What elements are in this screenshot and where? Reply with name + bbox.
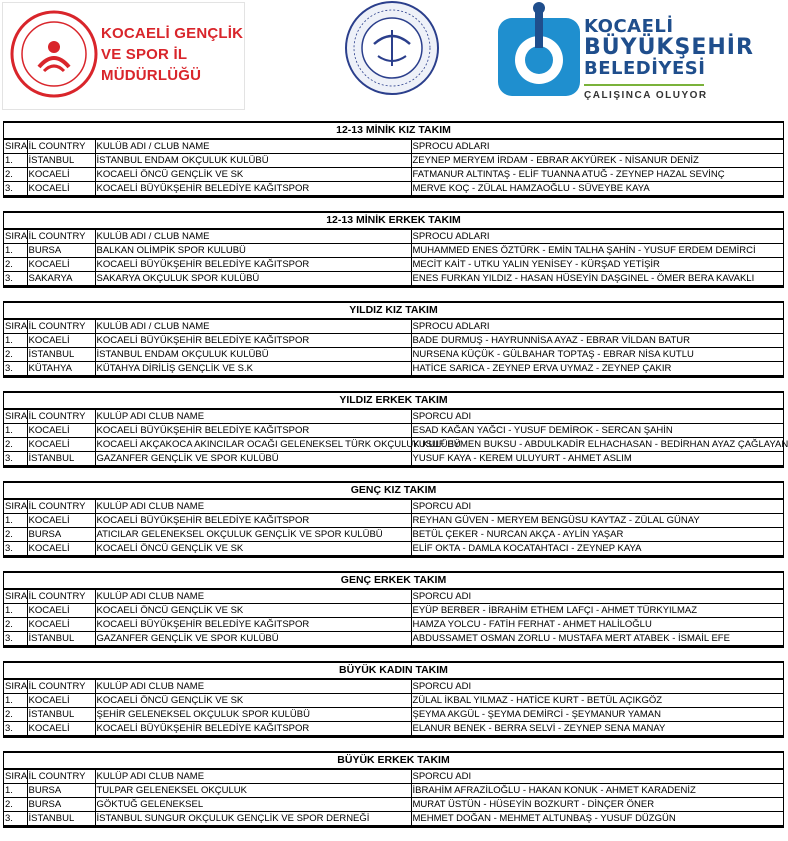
table-header-row (4, 770, 783, 784)
club-cell: KÜTAHYA DİRİLİŞ GENÇLİK VE S.K (95, 362, 411, 376)
table-row (4, 168, 783, 182)
gsim-logo-text (101, 23, 243, 86)
result-section (3, 121, 784, 198)
athletes-cell: FATMANUR ALTINTAŞ - ELİF TUANNA ATUĞ - ZEYNEP HAZAL SEVİNÇ (411, 168, 783, 182)
table-row (4, 798, 783, 812)
rank-cell: 3. (4, 632, 27, 646)
athletes-cell: MURAT ÜSTÜN - HÜSEYİN BOZKURT - DİNÇER ÖNER (411, 798, 783, 812)
city-cell: KOCAELİ (27, 604, 95, 618)
column-header: İL COUNTRY (27, 320, 95, 334)
column-header: KULÜP ADI CLUB NAME (95, 680, 411, 694)
city-cell: İSTANBUL (27, 812, 95, 826)
city-cell: BURSA (27, 244, 95, 258)
table-row (4, 694, 783, 708)
city-cell: İSTANBUL (27, 452, 95, 466)
column-header: SPROCU ADLARI (411, 140, 783, 154)
city-cell: KOCAELİ (27, 182, 95, 196)
city-cell: KOCAELİ (27, 722, 95, 736)
kbb-line-1: KOCAELİ (584, 16, 674, 37)
city-cell: KOCAELİ (27, 514, 95, 528)
club-cell: KOCAELİ BÜYÜKŞEHİR BELEDİYE KAĞITSPOR (95, 258, 411, 272)
column-header: SIRA (5, 771, 28, 782)
club-cell: ATICILAR GELENEKSEL OKÇULUK GENÇLİK VE SPOR KULÜBÜ (95, 528, 411, 542)
section-title: BÜYÜK ERKEK TAKIM (4, 753, 783, 769)
city-cell: İSTANBUL (27, 348, 95, 362)
column-header: SPORCU ADI (411, 410, 783, 424)
rank-cell: 2. (4, 528, 27, 542)
column-header: İL COUNTRY (27, 680, 95, 694)
column-header: SIRA (5, 141, 28, 152)
rank-cell: 2. (4, 168, 27, 182)
result-section (3, 301, 784, 378)
club-cell: KOCAELİ ÖNCÜ GENÇLİK VE SK (95, 604, 411, 618)
city-cell: KOCAELİ (27, 258, 95, 272)
athletes-cell: HATİCE SARICA - ZEYNEP ERVA UYMAZ - ZEYNEP ÇAKIR (411, 362, 783, 376)
club-cell: KOCAELİ ÖNCÜ GENÇLİK VE SK (95, 694, 411, 708)
rank-cell: 1. (4, 604, 27, 618)
section-title: 12-13 MİNİK ERKEK TAKIM (4, 213, 783, 229)
rank-cell: 3. (4, 362, 27, 376)
column-header: KULÜB ADI / CLUB NAME (95, 140, 411, 154)
rank-cell: 2. (4, 438, 27, 452)
result-section (3, 211, 784, 288)
athletes-cell: MECİT KAİT - UTKU YALIN YENİSEY - KÜRŞAD YETİŞİR (411, 258, 783, 272)
table-row (4, 812, 783, 826)
kbb-slogan-rule (584, 84, 704, 86)
city-cell: İSTANBUL (27, 708, 95, 722)
kbb-emblem-icon (498, 0, 580, 110)
table-header-row (4, 230, 783, 244)
column-header: KULÜP ADI CLUB NAME (95, 770, 411, 784)
city-cell: BURSA (27, 784, 95, 798)
athletes-cell: ABDUSSAMET OSMAN ZORLU - MUSTAFA MERT ATABEK - İSMAİL EFE (411, 632, 783, 646)
rank-cell: 2. (4, 258, 27, 272)
athletes-cell: ELANUR BENEK - BERRA SELVİ - ZEYNEP SENA MANAY (411, 722, 783, 736)
city-cell: KOCAELİ (27, 618, 95, 632)
result-section (3, 571, 784, 648)
results-table (4, 769, 783, 826)
club-cell: ŞEHİR GELENEKSEL OKÇULUK SPOR KULÜBÜ (95, 708, 411, 722)
rank-cell: 2. (4, 348, 27, 362)
club-cell: KOCAELİ BÜYÜKŞEHİR BELEDİYE KAĞITSPOR (95, 722, 411, 736)
column-header: SIRA (5, 231, 28, 242)
column-header: İL COUNTRY (27, 590, 95, 604)
city-cell: KÜTAHYA (27, 362, 95, 376)
column-header: KULÜP ADI CLUB NAME (95, 590, 411, 604)
city-cell: KOCAELİ (27, 168, 95, 182)
column-header: SIRA (5, 501, 28, 512)
club-cell: KOCAELİ ÖNCÜ GENÇLİK VE SK (95, 542, 411, 556)
table-row (4, 438, 783, 452)
athletes-cell: ZEYNEP MERYEM İRDAM - EBRAR AKYÜREK - NİSANUR DENİZ (411, 154, 783, 168)
table-row (4, 514, 783, 528)
federation-seal-icon (344, 0, 440, 96)
column-header: İL COUNTRY (27, 140, 95, 154)
table-row (4, 632, 783, 646)
table-row (4, 542, 783, 556)
athletes-cell: BADE DURMUŞ - HAYRUNNİSA AYAZ - EBRAR VİLDAN BATUR (411, 334, 783, 348)
athletes-cell: ESAD KAĞAN YAĞCI - YUSUF DEMİROK - SERCAN ŞAHİN (411, 424, 783, 438)
section-title: GENÇ KIZ TAKIM (4, 483, 783, 499)
column-header: İL COUNTRY (27, 770, 95, 784)
athletes-cell: ELİF OKTA - DAMLA KOCATAHTACI - ZEYNEP KAYA (411, 542, 783, 556)
table-row (4, 784, 783, 798)
column-header: SPORCU ADI (411, 590, 783, 604)
results-table (4, 589, 783, 646)
club-cell: KOCAELİ BÜYÜKŞEHİR BELEDİYE KAĞITSPOR (95, 182, 411, 196)
table-header-row (4, 320, 783, 334)
club-cell: GÖKTUĞ GELENEKSEL (95, 798, 411, 812)
athletes-cell: YUSUF KAYA - KEREM ULUYURT - AHMET ASLIM (411, 452, 783, 466)
table-row (4, 708, 783, 722)
athletes-cell: ENES FURKAN YILDIZ - HASAN HÜSEYİN DAŞGINEL - ÖMER BERA KAVAKLI (411, 272, 783, 286)
column-header: SIRA (5, 591, 28, 602)
column-header: KULÜB ADI / CLUB NAME (95, 230, 411, 244)
table-header-row (4, 140, 783, 154)
column-header: KULÜB ADI / CLUB NAME (95, 320, 411, 334)
column-header: SPROCU ADLARI (411, 320, 783, 334)
club-cell: KOCAELİ BÜYÜKŞEHİR BELEDİYE KAĞITSPOR (95, 334, 411, 348)
rank-cell: 1. (4, 244, 27, 258)
table-row (4, 604, 783, 618)
rank-cell: 3. (4, 182, 27, 196)
column-header: KULÜP ADI CLUB NAME (95, 500, 411, 514)
column-header: İL COUNTRY (27, 500, 95, 514)
column-header: KULÜP ADI CLUB NAME (95, 410, 411, 424)
club-cell: BALKAN OLİMPİK SPOR KULUBÜ (95, 244, 411, 258)
results-tables (3, 121, 788, 841)
athletes-cell: MERVE KOÇ - ZÜLAL HAMZAOĞLU - SÜVEYBE KAYA (411, 182, 783, 196)
section-title: YILDIZ KIZ TAKIM (4, 303, 783, 319)
rank-cell: 2. (4, 798, 27, 812)
gsim-line-3: MÜDÜRLÜĞÜ (101, 67, 202, 84)
table-row (4, 334, 783, 348)
rank-cell: 1. (4, 154, 27, 168)
table-row (4, 528, 783, 542)
kbb-logo (498, 0, 786, 110)
table-row (4, 362, 783, 376)
city-cell: BURSA (27, 798, 95, 812)
rank-cell: 3. (4, 272, 27, 286)
rank-cell: 1. (4, 784, 27, 798)
kbb-slogan: ÇALIŞINCA OLUYOR (584, 90, 708, 101)
city-cell: İSTANBUL (27, 632, 95, 646)
rank-cell: 1. (4, 424, 27, 438)
section-title: YILDIZ ERKEK TAKIM (4, 393, 783, 409)
rank-cell: 3. (4, 452, 27, 466)
table-row (4, 424, 783, 438)
table-row (4, 348, 783, 362)
club-cell: İSTANBUL SUNGUR OKÇULUK GENÇLİK VE SPOR DERNEĞİ (95, 812, 411, 826)
athletes-cell: MUHAMMED ENES ÖZTÜRK - EMİN TALHA ŞAHİN - YUSUF ERDEM DEMİRCİ (411, 244, 783, 258)
city-cell: İSTANBUL (27, 154, 95, 168)
results-table (4, 499, 783, 556)
rank-cell: 3. (4, 812, 27, 826)
results-table (4, 409, 788, 466)
results-table (4, 139, 783, 196)
table-row (4, 272, 783, 286)
results-table (4, 319, 783, 376)
club-cell: TULPAR GELENEKSEL OKÇULUK (95, 784, 411, 798)
result-section (3, 391, 788, 468)
athletes-cell: ŞEYMA AKGÜL - ŞEYMA DEMİRCİ - ŞEYMANUR YAMAN (411, 708, 783, 722)
column-header: SIRA (5, 681, 28, 692)
club-cell: GAZANFER GENÇLİK VE SPOR KULÜBÜ (95, 632, 411, 646)
rank-cell: 3. (4, 542, 27, 556)
column-header: SPORCU ADI (411, 770, 783, 784)
table-row (4, 154, 783, 168)
athletes-cell: NURSENA KÜÇÜK - GÜLBAHAR TOPTAŞ - EBRAR NİSA KUTLU (411, 348, 783, 362)
table-row (4, 244, 783, 258)
rank-cell: 2. (4, 618, 27, 632)
athletes-cell: HAMZA YOLCU - FATİH FERHAT - AHMET HALİLOĞLU (411, 618, 783, 632)
result-section (3, 481, 784, 558)
club-cell: KOCAELİ AKÇAKOCA AKINCILAR OCAĞI GELENEKSEL TÜRK OKÇULUK KULÜBÜ (96, 439, 461, 450)
athletes-cell: YUSUF EYMEN BUKSU - ABDULKADİR ELHACHASAN - BEDİRHAN AYAZ ÇAĞLAYAN (412, 439, 788, 450)
table-row (4, 182, 783, 196)
gsim-logo (2, 2, 245, 110)
city-cell: KOCAELİ (27, 542, 95, 556)
rank-cell: 1. (4, 514, 27, 528)
result-section (3, 751, 784, 828)
column-header: SPROCU ADLARI (411, 230, 783, 244)
athletes-cell: EYÜP BERBER - İBRAHİM ETHEM LAFÇI - AHMET TÜRKYILMAZ (411, 604, 783, 618)
city-cell: KOCAELİ (27, 334, 95, 348)
gsim-line-2: VE SPOR İL (101, 46, 188, 63)
column-header: SPORCU ADI (411, 680, 783, 694)
club-cell: KOCAELİ BÜYÜKŞEHİR BELEDİYE KAĞITSPOR (95, 514, 411, 528)
table-header-row (4, 680, 783, 694)
club-cell: SAKARYA OKÇULUK SPOR KULÜBÜ (95, 272, 411, 286)
athletes-cell: REYHAN GÜVEN - MERYEM BENGÜSU KAYTAZ - ZÜLAL GÜNAY (411, 514, 783, 528)
document-header (0, 0, 786, 118)
column-header: SPORCU ADI (411, 500, 783, 514)
gsim-seal-icon (9, 9, 99, 99)
results-table (4, 229, 783, 286)
column-header: SIRA (5, 321, 28, 332)
result-section (3, 661, 784, 738)
athletes-cell: BETÜL ÇEKER - NURCAN AKÇA - AYLİN YAŞAR (411, 528, 783, 542)
results-table (4, 679, 783, 736)
rank-cell: 3. (4, 722, 27, 736)
table-row (4, 618, 783, 632)
club-cell: GAZANFER GENÇLİK VE SPOR KULÜBÜ (95, 452, 411, 466)
club-cell: İSTANBUL ENDAM OKÇULUK KULÜBÜ (95, 154, 411, 168)
table-header-row (4, 500, 783, 514)
section-title: BÜYÜK KADIN TAKIM (4, 663, 783, 679)
city-cell: KOCAELİ (27, 438, 95, 452)
section-title: GENÇ ERKEK TAKIM (4, 573, 783, 589)
table-row (4, 722, 783, 736)
section-title: 12-13 MİNİK KIZ TAKIM (4, 123, 783, 139)
table-row (4, 258, 783, 272)
athletes-cell: ZÜLAL İKBAL YILMAZ - HATİCE KURT - BETÜL AÇIKGÖZ (411, 694, 783, 708)
city-cell: BURSA (27, 528, 95, 542)
club-cell: İSTANBUL ENDAM OKÇULUK KULÜBÜ (95, 348, 411, 362)
club-cell: KOCAELİ BÜYÜKŞEHİR BELEDİYE KAĞITSPOR (95, 424, 411, 438)
column-header: İL COUNTRY (27, 410, 95, 424)
city-cell: KOCAELİ (27, 424, 95, 438)
city-cell: KOCAELİ (27, 694, 95, 708)
rank-cell: 1. (4, 334, 27, 348)
kbb-line-2: BÜYÜKŞEHİR (584, 35, 754, 60)
rank-cell: 2. (4, 708, 27, 722)
column-header: SIRA (5, 411, 28, 422)
city-cell: SAKARYA (27, 272, 95, 286)
column-header: İL COUNTRY (27, 230, 95, 244)
kbb-line-3: BELEDİYESİ (584, 58, 706, 79)
table-row (4, 452, 783, 466)
athletes-cell: İBRAHİM AFRAZİLOĞLU - HAKAN KONUK - AHMET KARADENİZ (411, 784, 783, 798)
table-header-row (4, 410, 783, 424)
club-cell: KOCAELİ ÖNCÜ GENÇLİK VE SK (95, 168, 411, 182)
kbb-logo-text (584, 16, 754, 79)
club-cell: KOCAELİ BÜYÜKŞEHİR BELEDİYE KAĞITSPOR (95, 618, 411, 632)
table-header-row (4, 590, 783, 604)
gsim-line-1: KOCAELİ GENÇLİK (101, 25, 244, 42)
athletes-cell: MEHMET DOĞAN - MEHMET ALTUNBAŞ - YUSUF DÜZGÜN (411, 812, 783, 826)
rank-cell: 1. (4, 694, 27, 708)
